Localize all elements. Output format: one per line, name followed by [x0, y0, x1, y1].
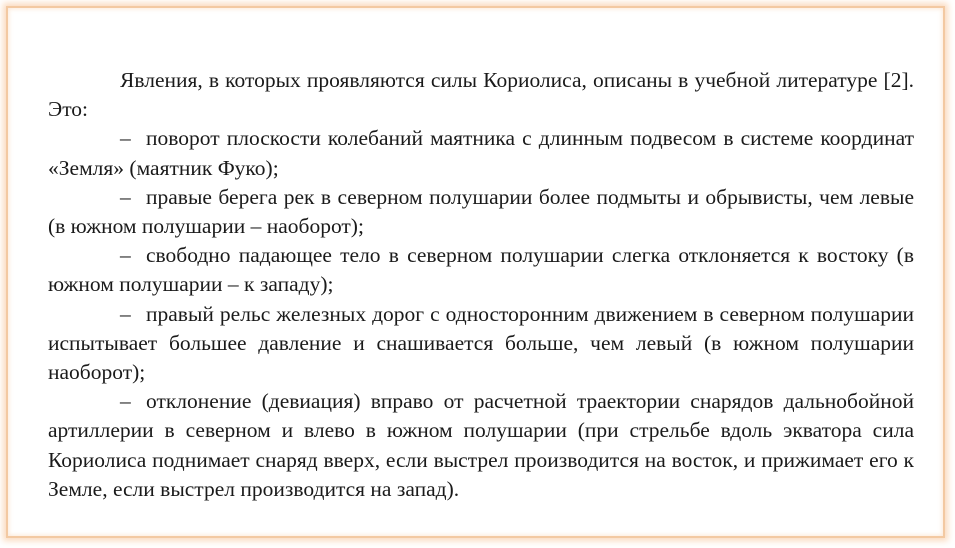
list-item-river-banks — [48, 183, 914, 241]
list-item-artillery-deviation — [48, 387, 914, 504]
intro-paragraph: Явления, в которых проявляются силы Кориолиса, описаны в учебной литературе [2]. Это: — [48, 68, 914, 122]
document-body — [48, 66, 914, 504]
list-item-text: отклонение (девиация) вправо от расчетной траектории снарядов дальнобойной артиллерии в северном и влево в южном полушарии (при стрельбе вдоль экватора сила Кориолиса поднимает снаряд вверх, если выстрел производится на восток, и прижимает его к Земле, если выстрел производится на запад). — [48, 389, 914, 501]
dash-marker: – — [120, 184, 131, 209]
list-item-falling-body — [48, 241, 914, 299]
list-item-text: правые берега рек в северном полушарии более подмыты и обрывисты, чем левые (в южном полушарии – наоборот); — [48, 184, 914, 239]
dash-marker: – — [120, 126, 131, 151]
document-frame — [6, 6, 945, 538]
list-item-foucault-pendulum — [48, 124, 914, 182]
list-item-text: правый рельс железных дорог с односторонним движением в северном полушарии испытывает большее давление и снашивается больше, чем левый (в южном полушарии наоборот); — [48, 301, 914, 385]
list-item-railway-rail — [48, 300, 914, 388]
list-item-text: свободно падающее тело в северном полушарии слегка отклоняется к востоку (в южном полушарии – к западу); — [48, 243, 914, 297]
dash-marker: – — [120, 243, 131, 268]
list-item-text: поворот плоскости колебаний маятника с длинным подвесом в системе координат «Земля» (маятник Фуко); — [48, 126, 914, 180]
dash-marker: – — [120, 301, 131, 326]
dash-marker: – — [120, 389, 131, 414]
